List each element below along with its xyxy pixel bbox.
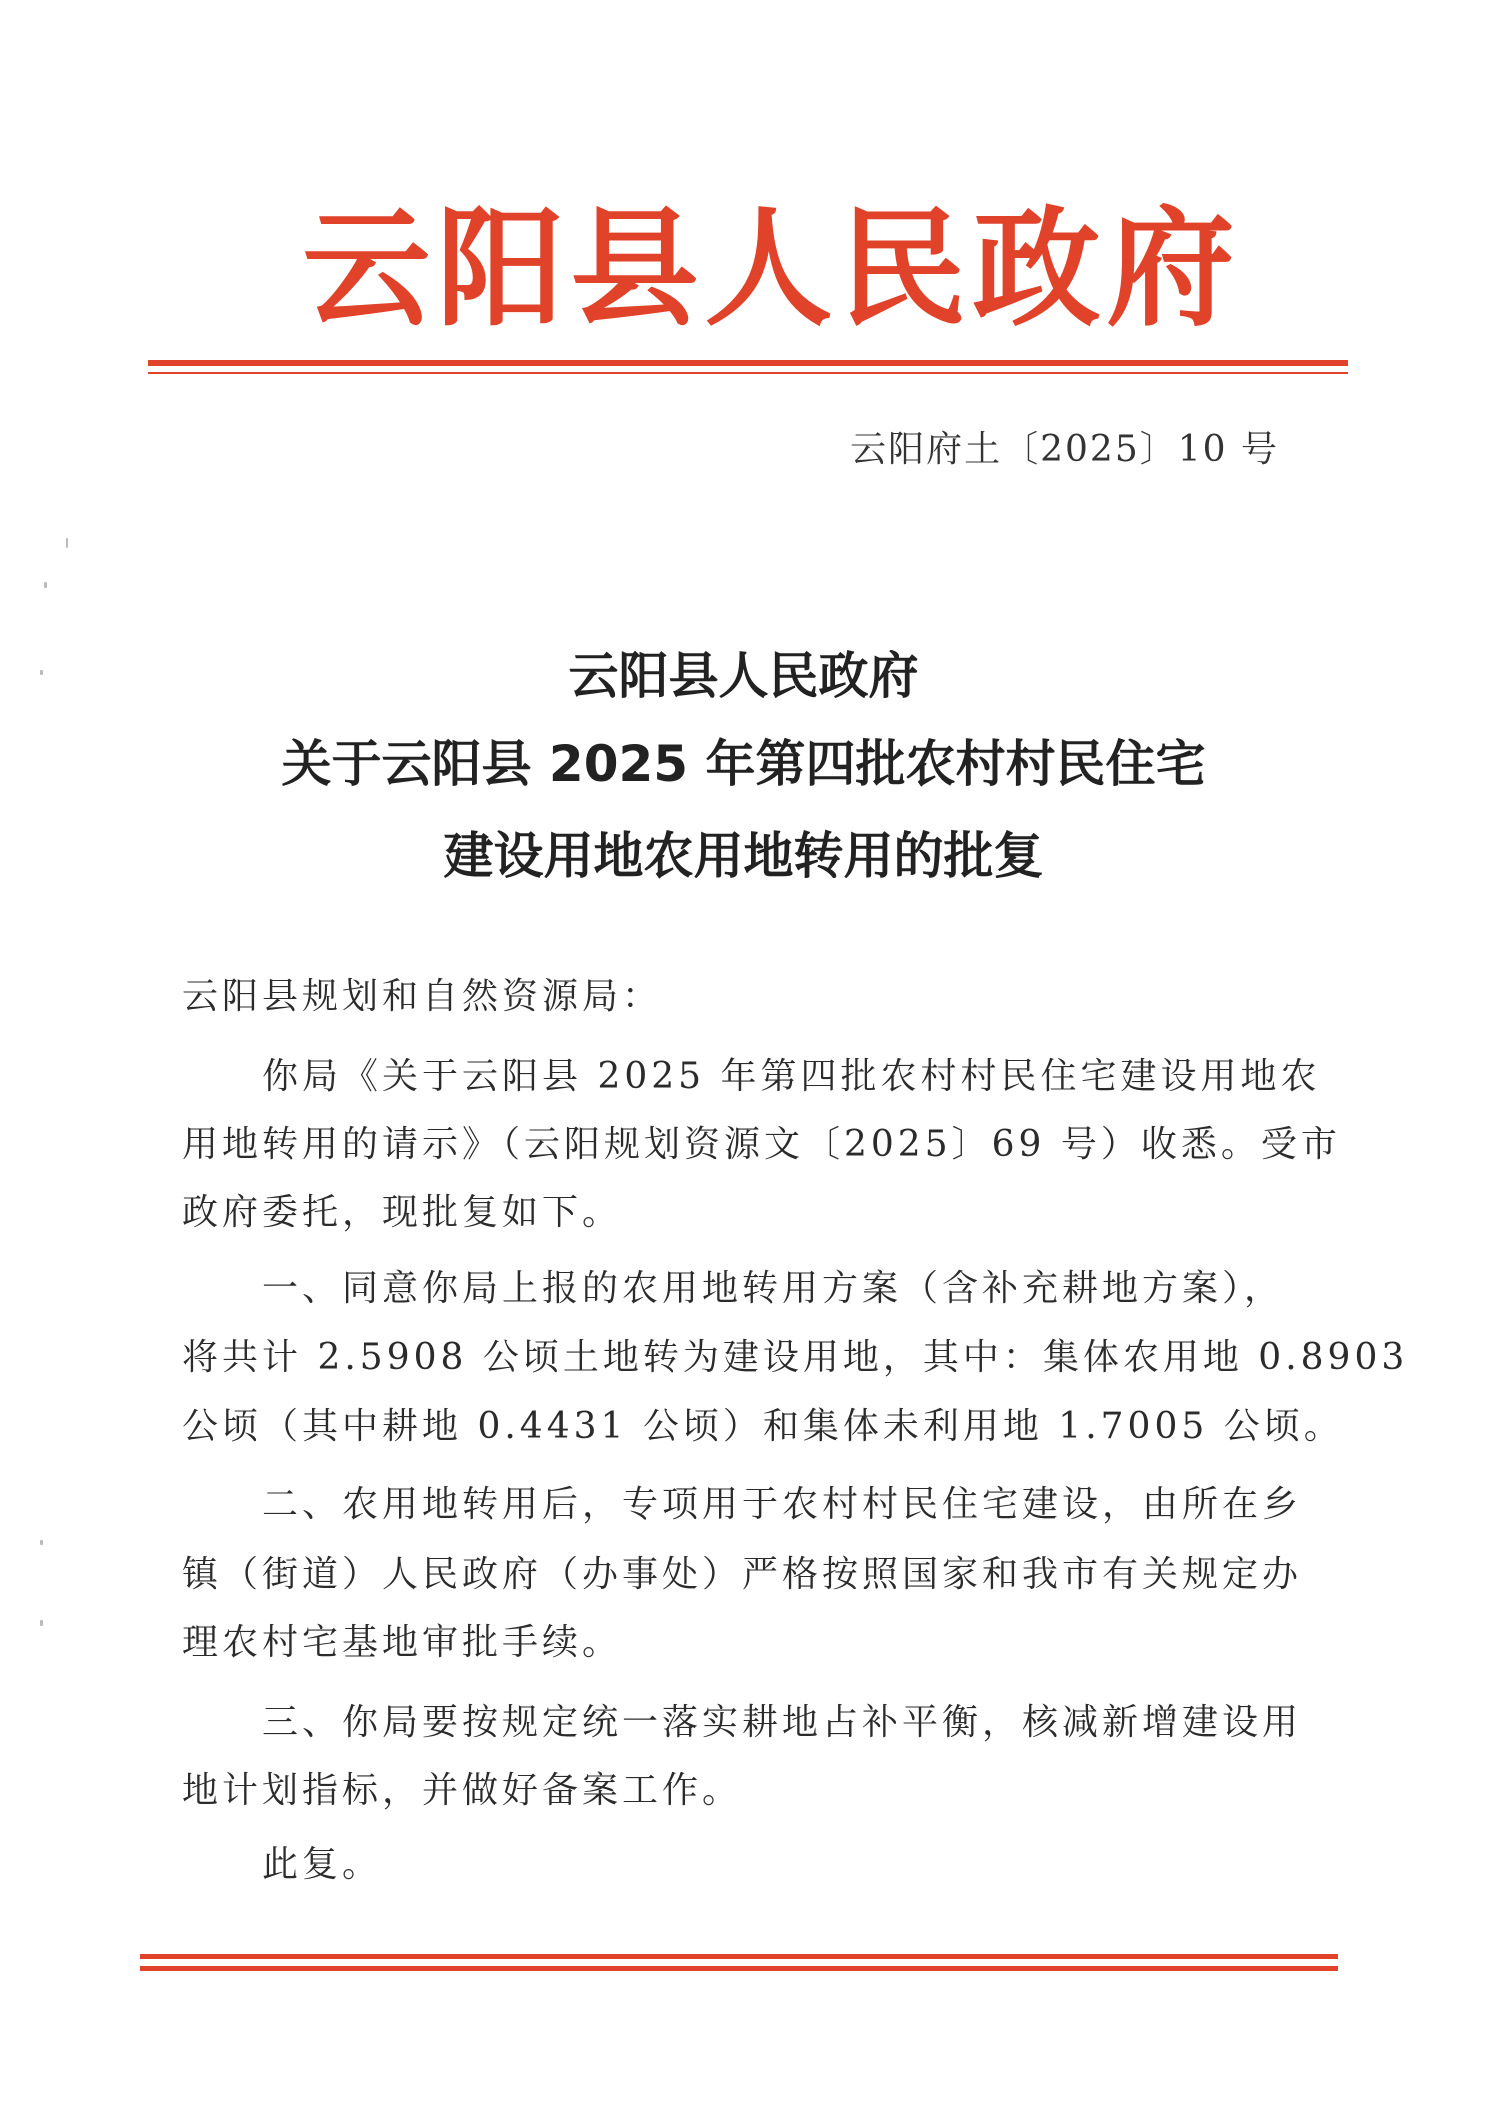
scan-speck [40, 1620, 43, 1626]
title-line-3: 建设用地农用地转用的批复 [443, 827, 1044, 885]
paragraph-1-line-1: 你局《关于云阳县 2025 年第四批农村村民住宅建设用地农 [262, 1056, 1321, 1097]
scan-speck [66, 538, 68, 548]
title-line-1: 云阳县人民政府 [568, 647, 919, 705]
footer-rule [140, 1954, 1338, 1959]
masthead-rule-thin [148, 372, 1348, 374]
paragraph-4-line-2: 地计划指标，并做好备案工作。 [182, 1770, 743, 1811]
scan-speck [40, 1540, 43, 1545]
paragraph-1-line-2: 用地转用的请示》（云阳规划资源文〔2025〕69 号）收悉。受市 [182, 1124, 1341, 1165]
paragraph-2-line-3: 公顷（其中耕地 0.4431 公顷）和集体未利用地 1.7005 公顷。 [182, 1406, 1344, 1447]
document-number: 云阳府土〔2025〕10 号 [850, 429, 1279, 470]
paragraph-3-line-2: 镇（街道）人民政府（办事处）严格按照国家和我市有关规定办 [182, 1554, 1303, 1595]
masthead-rule [148, 360, 1348, 366]
scan-speck [40, 670, 43, 675]
paragraph-3-line-1: 二、农用地转用后，专项用于农村村民住宅建设，由所在乡 [262, 1484, 1303, 1525]
title-line-2: 关于云阳县 2025 年第四批农村村民住宅 [281, 735, 1206, 793]
paragraph-2-line-1: 一、同意你局上报的农用地转用方案（含补充耕地方案）， [262, 1268, 1285, 1309]
paragraph-2-line-2: 将共计 2.5908 公顷土地转为建设用地，其中：集体农用地 0.8903 [182, 1337, 1409, 1378]
footer-rule-thin [140, 1966, 1338, 1971]
paragraph-4-line-1: 三、你局要按规定统一落实耕地占补平衡，核减新增建设用 [262, 1702, 1303, 1743]
scan-speck [44, 582, 47, 588]
paragraph-3-line-3: 理农村宅基地审批手续。 [182, 1622, 623, 1663]
addressee: 云阳县规划和自然资源局： [182, 976, 663, 1017]
issuer-masthead: 云阳县人民政府 [302, 195, 1241, 344]
paragraph-1-line-3: 政府委托，现批复如下。 [182, 1192, 623, 1233]
closing: 此复。 [262, 1844, 383, 1885]
